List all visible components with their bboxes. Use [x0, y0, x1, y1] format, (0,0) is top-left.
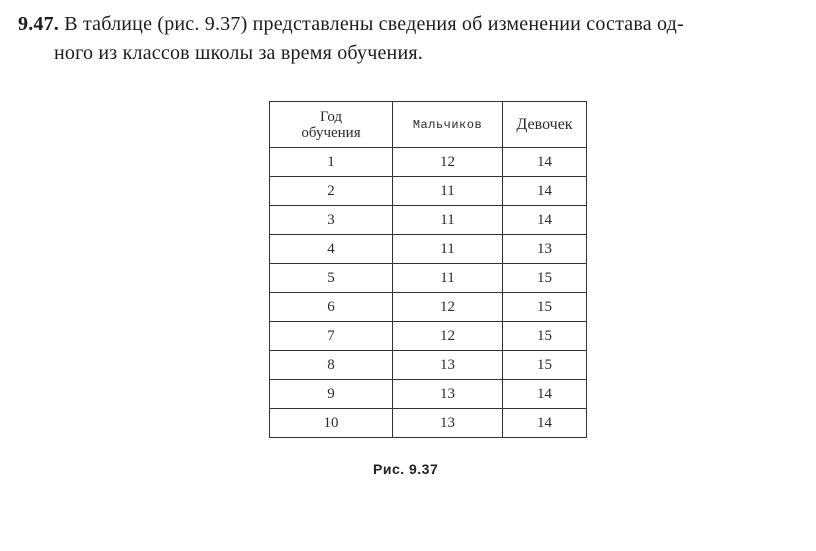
cell-girls: 15 [503, 351, 587, 380]
cell-boys: 12 [393, 322, 503, 351]
table-row [270, 148, 587, 177]
header-year [270, 102, 393, 148]
cell-year: 7 [270, 322, 393, 351]
header-boys: Мальчиков [393, 102, 503, 148]
figure-caption: Рис. 9.37 [373, 461, 439, 477]
cell-girls: 14 [503, 380, 587, 409]
cell-year: 3 [270, 206, 393, 235]
cell-girls: 15 [503, 293, 587, 322]
table-row [270, 409, 587, 438]
table-row [270, 235, 587, 264]
cell-year: 5 [270, 264, 393, 293]
header-year-line-2: обучения [301, 124, 361, 141]
cell-boys: 13 [393, 351, 503, 380]
header-girls: Девочек [503, 102, 587, 148]
problem-line-1 [18, 10, 778, 39]
cell-girls: 15 [503, 264, 587, 293]
table-row [270, 380, 587, 409]
cell-boys: 13 [393, 409, 503, 438]
cell-boys: 11 [393, 235, 503, 264]
cell-girls: 14 [503, 409, 587, 438]
table-header-row [270, 102, 587, 148]
table-row [270, 351, 587, 380]
cell-year: 8 [270, 351, 393, 380]
cell-boys: 11 [393, 206, 503, 235]
cell-boys: 12 [393, 293, 503, 322]
header-year-line-1: Год [319, 108, 343, 125]
table-row [270, 177, 587, 206]
cell-year: 4 [270, 235, 393, 264]
cell-boys: 11 [393, 264, 503, 293]
cell-girls: 14 [503, 148, 587, 177]
cell-boys: 13 [393, 380, 503, 409]
cell-year: 6 [270, 293, 393, 322]
table-row [270, 293, 587, 322]
table-row [270, 206, 587, 235]
problem-text-line-1: В таблице (рис. 9.37) представлены сведения об изменении состава од- [64, 13, 684, 35]
cell-year: 10 [270, 409, 393, 438]
cell-girls: 13 [503, 235, 587, 264]
cell-boys: 11 [393, 177, 503, 206]
table-row [270, 322, 587, 351]
cell-boys: 12 [393, 148, 503, 177]
cell-year: 9 [270, 380, 393, 409]
class-composition-table [269, 101, 587, 438]
problem-text-line-2: ного из классов школы за время обучения. [54, 42, 423, 64]
cell-girls: 15 [503, 322, 587, 351]
cell-year: 1 [270, 148, 393, 177]
cell-girls: 14 [503, 177, 587, 206]
cell-girls: 14 [503, 206, 587, 235]
problem-statement [18, 10, 778, 68]
cell-year: 2 [270, 177, 393, 206]
table-row [270, 264, 587, 293]
problem-number: 9.47. [18, 13, 59, 35]
